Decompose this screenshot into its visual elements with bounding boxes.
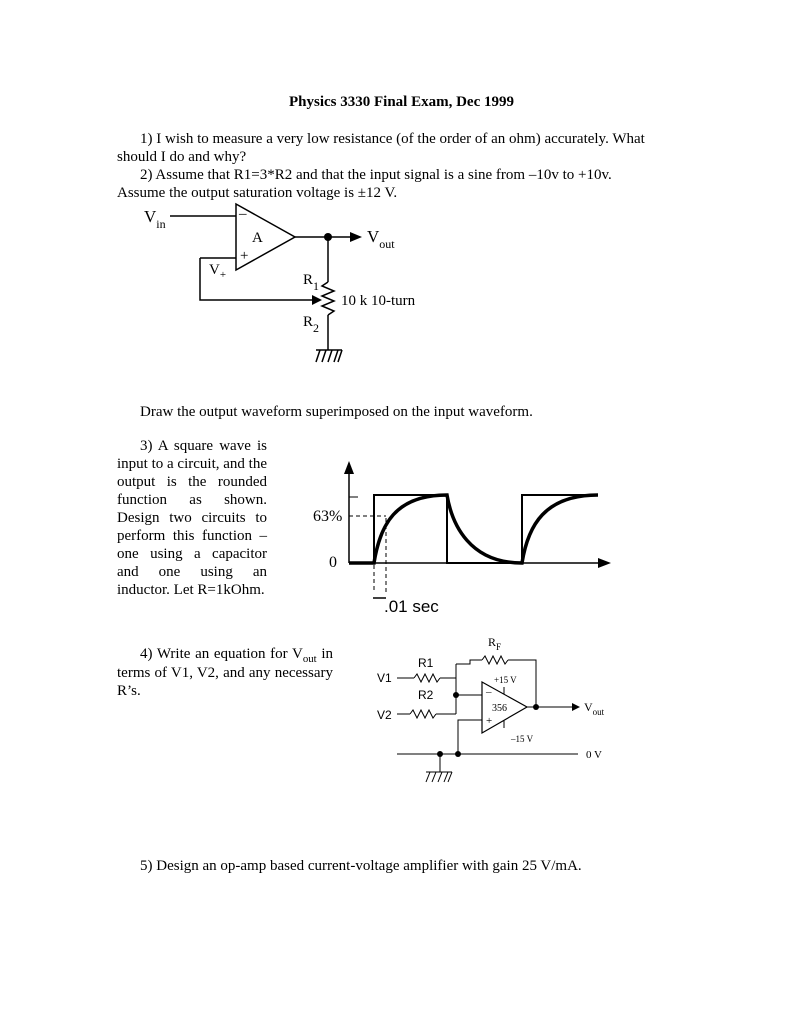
- rf-label: $R_F$: [488, 635, 502, 652]
- potentiometer-label: 10 k 10-turn: [341, 293, 416, 309]
- ground-hatch-2: [426, 772, 452, 782]
- r2-label-2: R2: [418, 688, 434, 702]
- positive-supply-label: +15 V: [494, 675, 517, 685]
- negative-supply-label: –15 V: [511, 734, 534, 744]
- question-1-line-1: 1) I wish to measure a very low resistance (of the order of an ohm) accurately. What: [140, 131, 645, 147]
- r2-resistor: [410, 710, 436, 718]
- r2-label: $R_2$: [303, 314, 320, 335]
- noninverting-input-wire: [458, 720, 482, 754]
- ground-node-dot: [437, 751, 443, 757]
- time-scale-label: .01 sec: [384, 597, 439, 616]
- amp2-plus-label: +: [486, 715, 493, 727]
- zero-volt-label: 0 V: [586, 749, 602, 761]
- draw-instruction: Draw the output waveform superimposed on the input waveform.: [140, 404, 533, 420]
- summing-node-dot: [453, 692, 459, 698]
- question-4-vout-subscript: out: [302, 652, 317, 665]
- amp-plus-label: +: [240, 248, 249, 264]
- question-4-text-a: 4) Write an equation for V: [140, 646, 303, 662]
- sixty-three-percent-label: 63%: [313, 508, 343, 525]
- zero-label: 0: [329, 554, 337, 571]
- vout-label-2: $V_{out}$: [584, 700, 605, 717]
- output-arrow-icon-2: [572, 703, 580, 711]
- question-4-text-b: in terms of V1, V2, and any necessary R’s.: [117, 646, 333, 699]
- amp-minus-label: –: [239, 206, 247, 222]
- r1-label-2: R1: [418, 656, 434, 670]
- vplus-label: $V_+$: [209, 262, 227, 281]
- question-1-line-2: should I do and why?: [117, 149, 247, 165]
- vin-label: $V_{in}$: [144, 207, 166, 231]
- chip-356-label: 356: [492, 703, 507, 714]
- amp-a-label: A: [252, 230, 263, 246]
- question-2-line-2: Assume the output saturation voltage is ±12 V.: [117, 185, 398, 201]
- v1-label: V1: [377, 671, 392, 685]
- noninverting-node-dot: [455, 751, 461, 757]
- amp2-minus-label: –: [486, 686, 492, 698]
- rf-resistor: [482, 656, 508, 664]
- vout-label: $V_{out}$: [367, 227, 395, 251]
- page-title: Physics 3330 Final Exam, Dec 1999: [289, 94, 514, 110]
- r1-resistor: [414, 674, 440, 682]
- question-2-line-1: 2) Assume that R1=3*R2 and that the input signal is a sine from –10v to +10v.: [140, 167, 612, 183]
- question-3-text: 3) A square wave is input to a circuit, and the output is the rounded function as shown. Design two circuits to perform this function – one using a capacitor and one using an inductor. Let R=1kOhm.: [117, 438, 267, 598]
- r1-label: $R_1$: [303, 272, 320, 293]
- feedback-left-wire: [456, 660, 482, 664]
- v2-label: V2: [377, 708, 392, 722]
- question-5-text: 5) Design an op-amp based current-voltage amplifier with gain 25 V/mA.: [140, 858, 582, 874]
- output-node-dot-2: [533, 704, 539, 710]
